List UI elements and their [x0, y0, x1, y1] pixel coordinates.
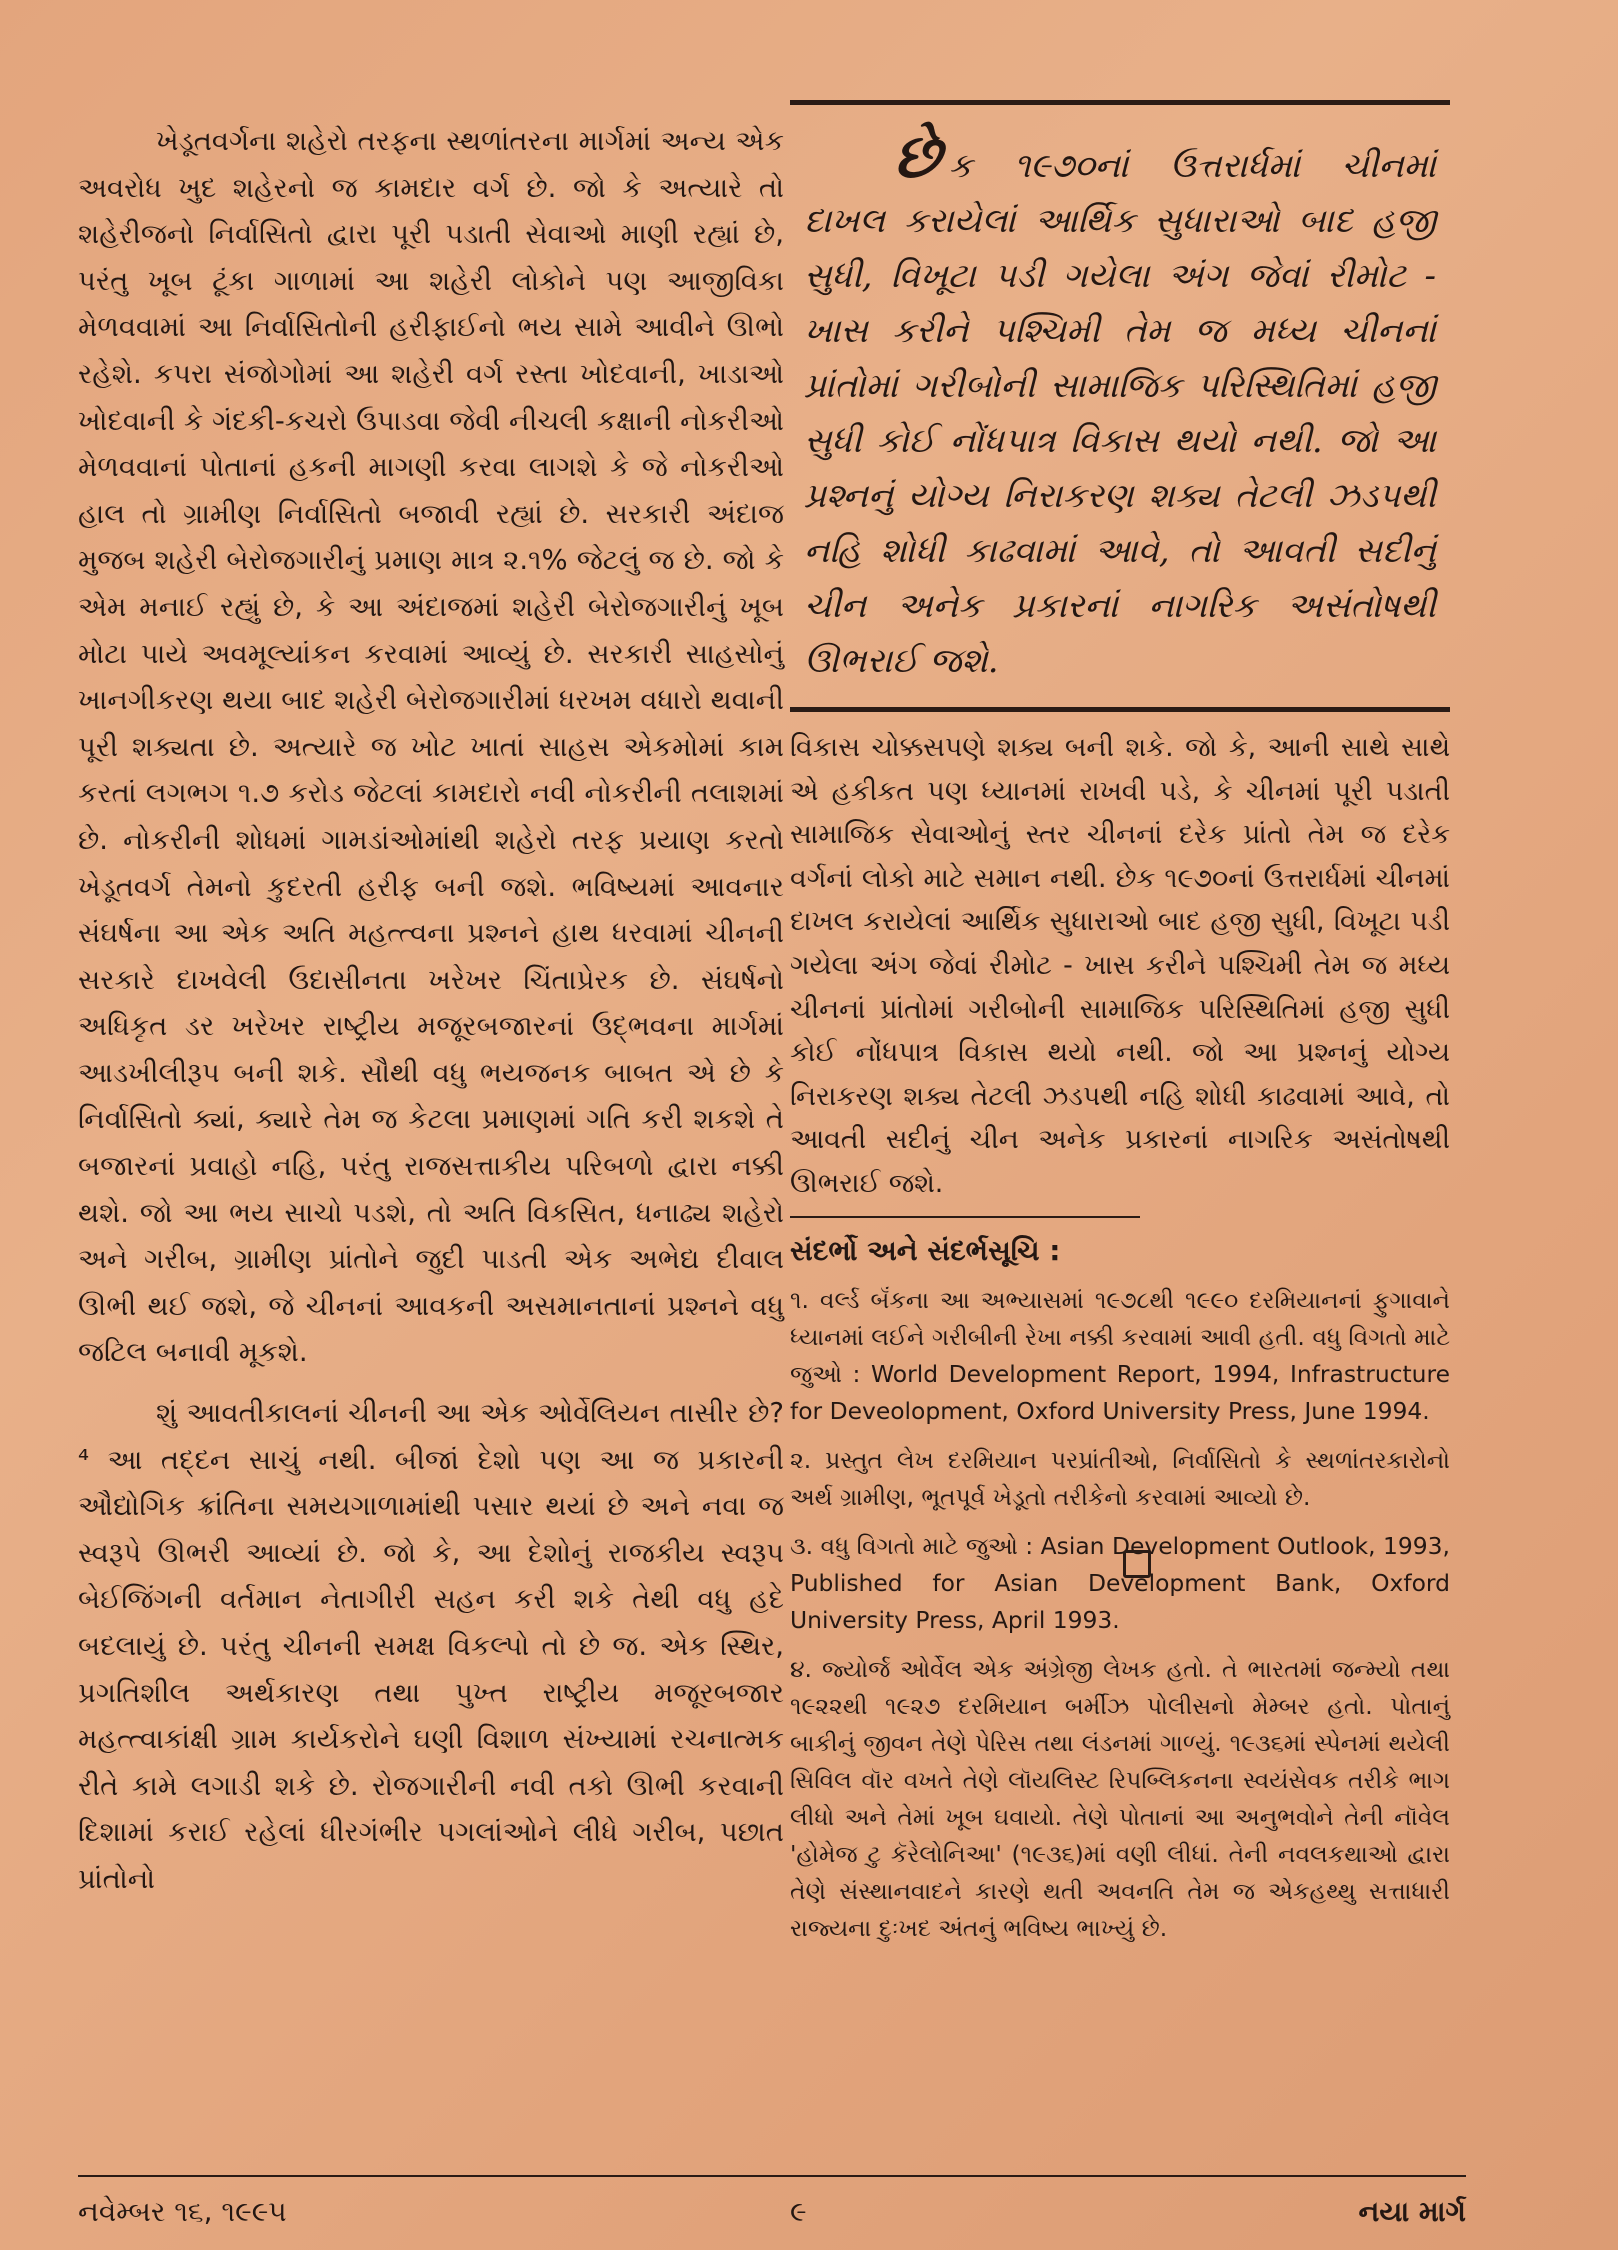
left-column: [78, 118, 784, 1903]
references-list: [790, 1282, 1450, 1947]
right-column: [790, 100, 1450, 1959]
end-of-article-icon: [1123, 1550, 1151, 1578]
pull-quote-text: [804, 122, 1436, 689]
footer-date: નવેમ્બર ૧૬, ૧૯૯૫: [78, 2195, 287, 2228]
references-divider: [790, 1216, 1140, 1218]
reference-item: ૨. પ્રસ્તુત લેખ દરમિયાન પરપ્રાંતીઓ, નિર્વાસિતો કે સ્થળાંતરકારોનો અર્થ ગ્રામીણ, ભૂતપૂર્વ ખેડૂતો તરીકેનો કરવામાં આવ્યો છે.: [790, 1445, 1450, 1511]
pull-quote-bottom-rule: [790, 707, 1450, 712]
pull-quote: [790, 105, 1450, 707]
body-paragraph: વિકાસ ચોક્કસપણે શક્ય બની શકે. જો કે, આની સાથે સાથે એ હકીકત પણ ધ્યાનમાં રાખવી પડે, કે ચીનમાં પૂરી પડાતી સામાજિક સેવાઓનું સ્તર ચીનનાં દરેક પ્રાંતો તેમ જ દરેક વર્ગનાં લોકો માટે સમાન નથી. છેક ૧૯૭૦નાં ઉત્તરાર્ધમાં ચીનમાં દાખલ કરાયેલાં આર્થિક સુધારાઓ બાદ હજી સુધી, વિખૂટા પડી ગયેલા અંગ જેવાં રીમોટ - ખાસ કરીને પશ્ચિમી તેમ જ મધ્ય ચીનનાં પ્રાંતોમાં ગરીબોની સામાજિક પરિસ્થિતિમાં હજી સુધી કોઈ નોંધપાત્ર વિકાસ થયો નથી. જો આ પ્રશ્નનું યોગ્ય નિરાકરણ શક્ય તેટલી ઝડપથી નહિ શોધી કાઢવામાં આવે, તો આવતી સદીનું ચીન અનેક પ્રકારનાં નાગરિક અસંતોષથી ઊભરાઈ જશે.: [790, 732, 1450, 1199]
body-paragraph: ખેડૂતવર્ગના શહેરો તરફના સ્થળાંતરના માર્ગમાં અન્ય એક અવરોધ ખુદ શહેરનો જ કામદાર વર્ગ છે. જો કે અત્યારે તો શહેરીજનો નિર્વાસિતો દ્વારા પૂરી પડાતી સેવાઓ માણી રહ્યાં છે, પરંતુ ખૂબ ટૂંકા ગાળામાં આ શહેરી લોકોને પણ આજીવિકા મેળવવામાં આ નિર્વાસિતોની હરીફાઈનો ભય સામે આવીને ઊભો રહેશે. કપરા સંજોગોમાં આ શહેરી વર્ગ રસ્તા ખોદવાની, ખાડાઓ ખોદવાની કે ગંદકી-કચરો ઉપાડવા જેવી નીચલી કક્ષાની નોકરીઓ મેળવવાનાં પોતાનાં હકની માગણી કરવા લાગશે કે જે નોકરીઓ હાલ તો ગ્રામીણ નિર્વાસિતો બજાવી રહ્યાં છે. સરકારી અંદાજ મુજબ શહેરી બેરોજગારીનું પ્રમાણ માત્ર ૨.૧% જેટલું જ છે. જો કે એમ મનાઈ રહ્યું છે, કે આ અંદાજમાં શહેરી બેરોજગારીનું ખૂબ મોટા પાયે અવમૂલ્યાંકન કરવામાં આવ્યું છે. સરકારી સાહસોનું ખાનગીકરણ થયા બાદ શહેરી બેરોજગારીમાં ધરખમ વધારો થવાની પૂરી શક્યતા છે. અત્યારે જ ખોટ ખાતાં સાહસ એકમોમાં કામ કરતાં લગભગ ૧.૭ કરોડ જેટલાં કામદારો નવી નોકરીની તલાશમાં છે. નોકરીની શોધમાં ગામડાંઓમાંથી શહેરો તરફ પ્રયાણ કરતો ખેડૂતવર્ગ તેમનો કુદરતી હરીફ બની જશે. ભવિષ્યમાં આવનાર સંઘર્ષના આ એક અતિ મહત્ત્વના પ્રશ્નને હાથ ધરવામાં ચીનની સરકારે દાખવેલી ઉદાસીનતા ખરેખર ચિંતાપ્રેરક છે. સંઘર્ષનો અધિકૃત ડર ખરેખર રાષ્ટ્રીય મજૂરબજારનાં ઉદ્ભવના માર્ગમાં આડખીલીરૂપ બની શકે. સૌથી વધુ ભયજનક બાબત એ છે કે નિર્વાસિતો ક્યાં, ક્યારે તેમ જ કેટલા પ્રમાણમાં ગતિ કરી શકશે તે બજારનાં પ્રવાહો નહિ, પરંતુ રાજસત્તાકીય પરિબળો દ્વારા નક્કી થશે. જો આ ભય સાચો પડશે, તો અતિ વિકસિત, ધનાઢ્ય શહેરો અને ગરીબ, ગ્રામીણ પ્રાંતોને જુદી પાડતી એક અભેદ્ય દીવાલ ઊભી થઈ જશે, જે ચીનનાં આવકની અસમાનતાનાં પ્રશ્નને વધુ જટિલ બનાવી મૂકશે.: [78, 125, 784, 1369]
footer-rule: [78, 2175, 1466, 2177]
reference-item: ૩. વધુ વિગતો માટે જુઓ : Asian Development Outlook, 1993, Published for Asian Development Bank, Oxford University Press, April 1993.: [790, 1531, 1450, 1634]
body-paragraph: શું આવતીકાલનાં ચીનની આ એક ઓર્વેલિયન તાસીર છે?⁴ આ તદ્દન સાચું નથી. બીજાં દેશો પણ આ જ પ્રકારની ઔદ્યોગિક ક્રાંતિના સમયગાળામાંથી પસાર થયાં છે અને નવા જ સ્વરૂપે ઊભરી આવ્યાં છે. જો કે, આ દેશોનું રાજકીય સ્વરૂપ બેઈજિંગની વર્તમાન નેતાગીરી સહન કરી શકે તેથી વધુ હદે બદલાયું છે. પરંતુ ચીનની સમક્ષ વિકલ્પો તો છે જ. એક સ્થિર, પ્રગતિશીલ અર્થકારણ તથા પુખ્ત રાષ્ટ્રીય મજૂરબજાર મહત્ત્વાકાંક્ષી ગ્રામ કાર્યકરોને ઘણી વિશાળ સંખ્યામાં રચનાત્મક રીતે કામે લગાડી શકે છે. રોજગારીની નવી તકો ઊભી કરવાની દિશામાં કરાઈ રહેલાં ધીરગંભીર પગલાંઓને લીધે ગરીબ, પછાત પ્રાંતોનો: [78, 1397, 784, 1895]
right-body: [790, 726, 1450, 1947]
page-number: ૯: [790, 2195, 807, 2228]
pull-quote-body: ક ૧૯૭૦નાં ઉત્તરાર્ધમાં ચીનમાં દાખલ કરાયેલાં આર્થિક સુધારાઓ બાદ હજી સુધી, વિખૂટા પડી ગયેલા અંગ જેવાં રીમોટ - ખાસ કરીને પશ્ચિમી તેમ જ મધ્ય ચીનનાં પ્રાંતોમાં ગરીબોની સામાજિક પરિસ્થિતિમાં હજી સુધી કોઈ નોંધપાત્ર વિકાસ થયો નથી. જો આ પ્રશ્નનું યોગ્ય નિરાકરણ શક્ય તેટલી ઝડપથી નહિ શોધી કાઢવામાં આવે, તો આવતી સદીનું ચીન અનેક પ્રકારનાં નાગરિક અસંતોષથી ઊભરાઈ જશે.: [804, 146, 1436, 681]
pull-quote-drop-cap: છે: [894, 122, 941, 192]
references-heading: સંદર્ભો અને સંદર્ભસૂચિ :: [790, 1233, 1061, 1267]
reference-item: ૧. વર્લ્ડ બૅંકના આ અભ્યાસમાં ૧૯૭૮થી ૧૯૯૦ દરમિયાનનાં ફુગાવાને ધ્યાનમાં લઈને ગરીબીની રેખા નક્કી કરવામાં આવી હતી. વધુ વિગતો માટે જુઓ : World Development Report, 1994, Infrastructure for Deveolopment, Oxford University Press, June 1994.: [790, 1285, 1450, 1425]
reference-item: ૪. જ્યોર્જ ઓર્વેલ એક અંગ્રેજી લેખક હતો. તે ભારતમાં જન્મ્યો તથા ૧૯૨૨થી ૧૯૨૭ દરમિયાન બર્મીઝ પોલીસનો મેમ્બર હતો. પોતાનું બાકીનું જીવન તેણે પેરિસ તથા લંડનમાં ગાળ્યું. ૧૯૩૬માં સ્પેનમાં થયેલી સિવિલ વૉર વખતે તેણે લૉયલિસ્ટ રિપબ્લિકનના સ્વયંસેવક તરીકે ભાગ લીધો અને તેમાં ખૂબ ઘવાયો. તેણે પોતાનાં આ અનુભવોને તેની નૉવેલ 'હોમેજ ટુ કૅરેલોનિઆ' (૧૯૩૬)માં વણી લીધાં. તેની નવલકથાઓ દ્વારા તેણે સંસ્થાનવાદને કારણે થતી અવનતિ તેમ જ એકહથ્થુ સત્તાધારી રાજ્યના દુઃખદ અંતનું ભવિષ્ય ભાખ્યું છે.: [790, 1654, 1450, 1942]
magazine-name: નયા માર્ગ: [1358, 2195, 1466, 2228]
